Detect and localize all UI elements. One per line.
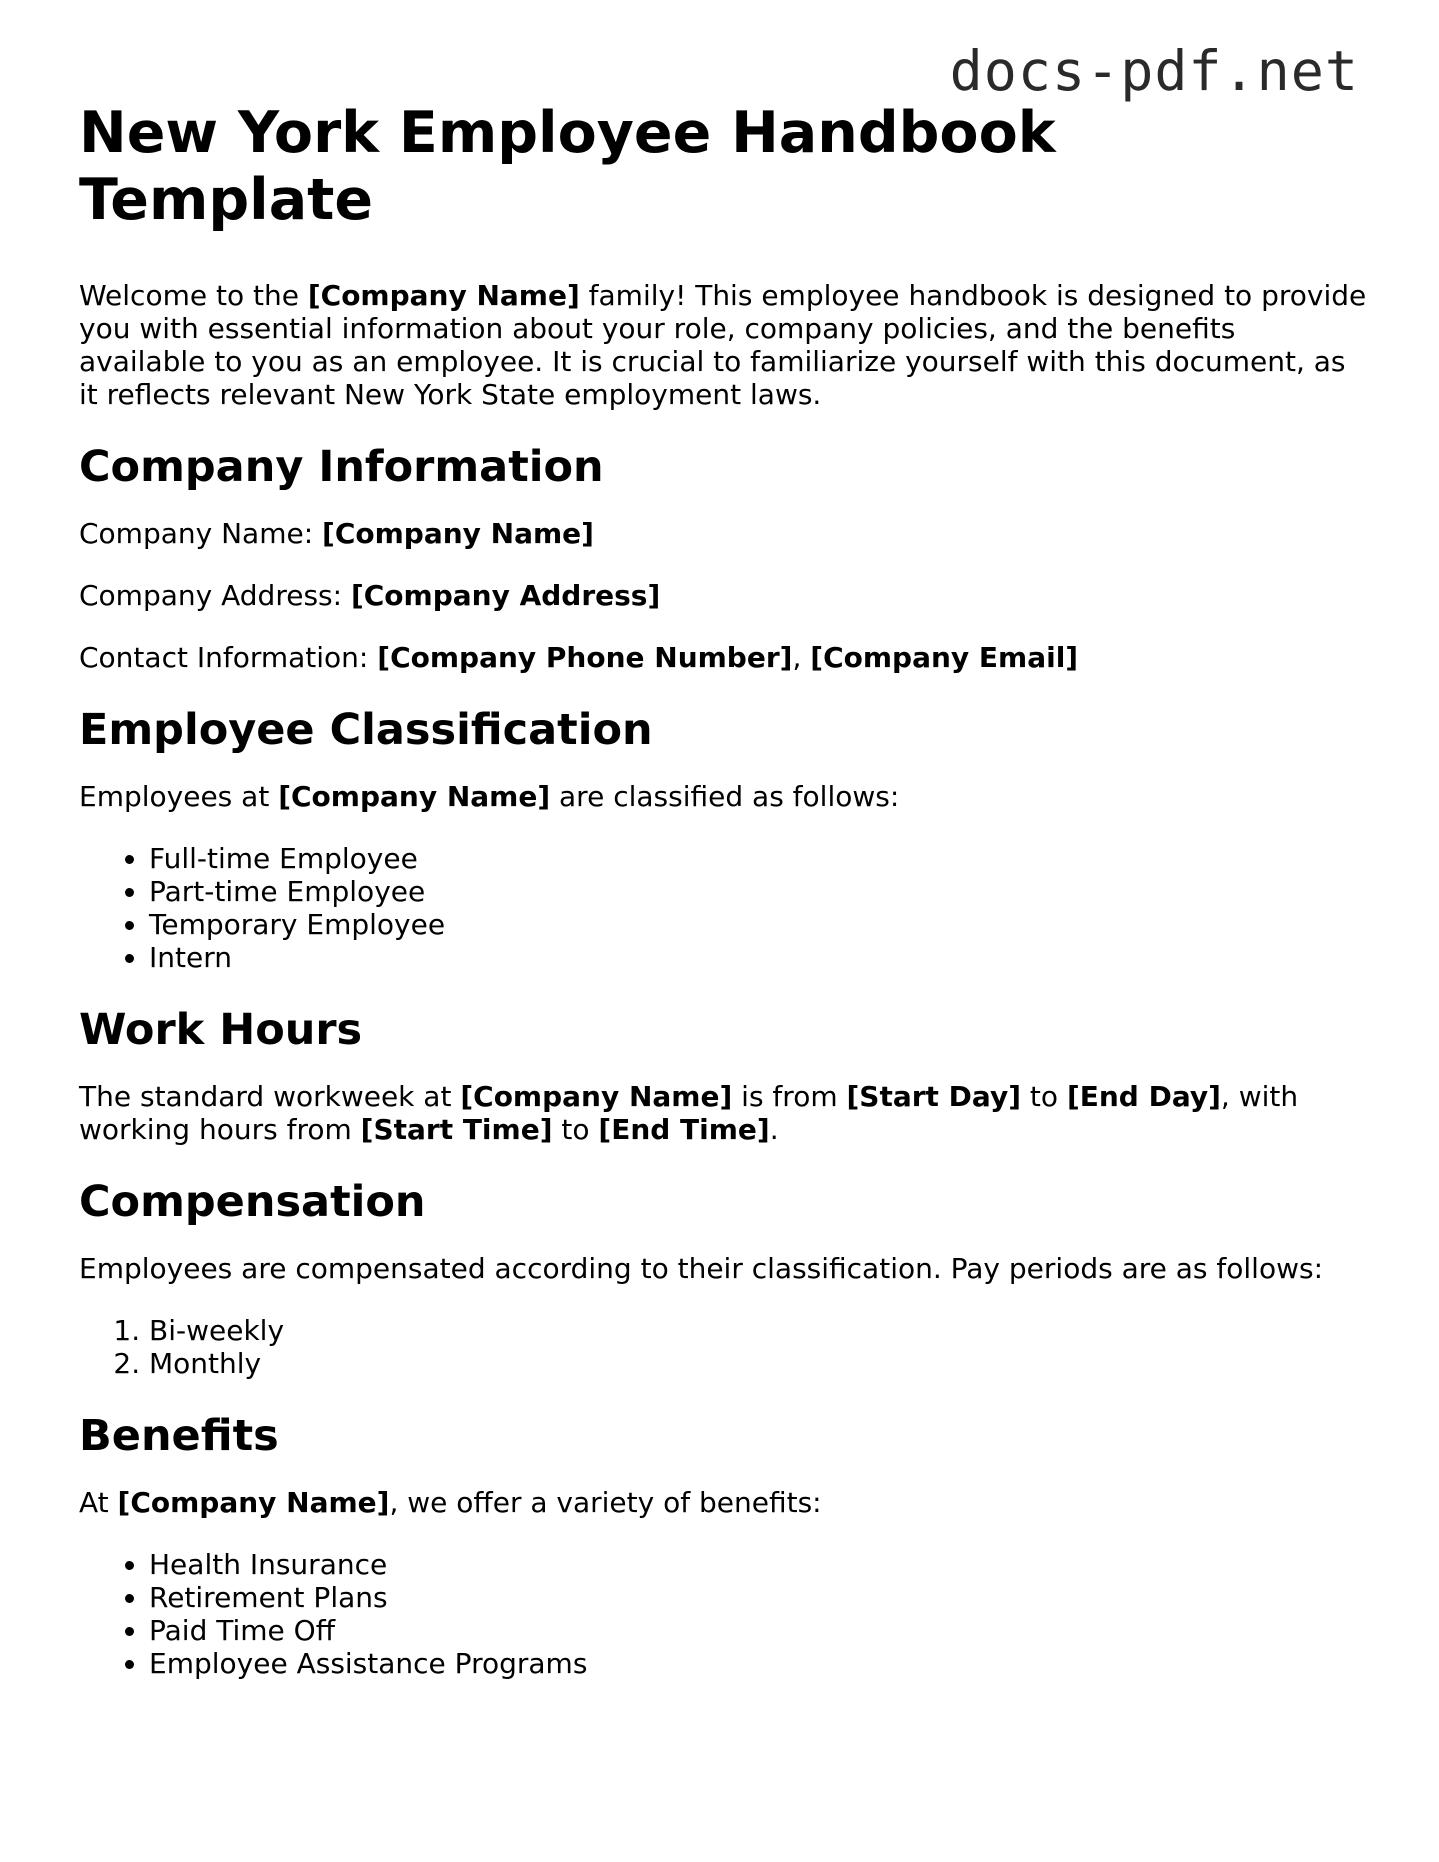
text: , we offer a variety of benefits: [389,1486,822,1519]
field-value: [Company Address] [350,579,661,612]
benefits-list [79,1548,1369,1680]
intro-text: family! This employee handbook is designed to provide you with essential information about your role, company policies, and the benefits available to you as an employee. It is crucial to familiarize yourself with this document, as it reflects relevant New York State employment laws. [79,279,1367,411]
benefits-section [79,1410,1369,1680]
list-item: 1. Bi-weekly [149,1314,1369,1347]
section-heading: Work Hours [79,1005,363,1055]
section-heading: Compensation [79,1177,426,1227]
company-address-line [79,579,1369,612]
text: is from [732,1080,847,1113]
document-page [79,100,1369,1710]
compensation-paragraph: Employees are compensated according to their classification. Pay periods are as follows: [79,1252,1324,1285]
watermark-logo: docs-pdf.net [949,39,1359,103]
document-title: New York Employee Handbook Template [79,100,1056,233]
intro-text: Welcome to the [79,279,308,312]
list-item: • Paid Time Off [149,1614,1369,1647]
end-time-placeholder: [End Time] [598,1113,770,1146]
list-item: • Retirement Plans [149,1581,1369,1614]
employee-classification-section [79,704,1369,974]
list-item: • Employee Assistance Programs [149,1647,1369,1680]
company-name-placeholder: [Company Name] [278,780,551,813]
start-day-placeholder: [Start Day] [846,1080,1022,1113]
company-name-placeholder: [Company Name] [117,1486,390,1519]
text: At [79,1486,118,1519]
classification-list [79,842,1369,974]
list-item: • Intern [149,941,1369,974]
text: to [552,1113,599,1146]
compensation-section [79,1176,1369,1380]
company-name-line [79,517,1369,550]
list-item: • Full-time Employee [149,842,1369,875]
start-time-placeholder: [Start Time] [360,1113,553,1146]
text: to [1021,1080,1067,1113]
text: Employees at [79,780,279,813]
text: . [769,1113,779,1146]
intro-paragraph [79,279,1369,411]
field-label: Contact Information: [79,641,378,674]
text: The standard workweek at [79,1080,461,1113]
end-day-placeholder: [End Day] [1066,1080,1221,1113]
company-name-placeholder: [Company Name] [460,1080,733,1113]
classification-paragraph [79,780,1369,813]
field-label: Company Name: [79,517,323,550]
company-information-section [79,441,1369,674]
separator: , [792,641,811,674]
section-heading: Employee Classification [79,705,653,755]
work-hours-section [79,1004,1369,1146]
list-item: • Part-time Employee [149,875,1369,908]
list-item: 2. Monthly [149,1347,1369,1380]
field-label: Company Address: [79,579,351,612]
field-value: [Company Name] [322,517,594,550]
work-hours-paragraph [79,1080,1369,1146]
list-item: • Health Insurance [149,1548,1369,1581]
section-heading: Company Information [79,442,604,492]
text: , with working hours from [79,1080,1299,1146]
field-value: [Company Email] [810,641,1079,674]
field-value: [Company Phone Number] [377,641,793,674]
section-heading: Benefits [79,1411,279,1461]
pay-periods-list [79,1314,1369,1380]
benefits-paragraph [79,1486,1369,1519]
company-name-placeholder: [Company Name] [307,279,580,312]
text: are classified as follows: [550,780,900,813]
contact-information-line [79,641,1369,674]
list-item: • Temporary Employee [149,908,1369,941]
